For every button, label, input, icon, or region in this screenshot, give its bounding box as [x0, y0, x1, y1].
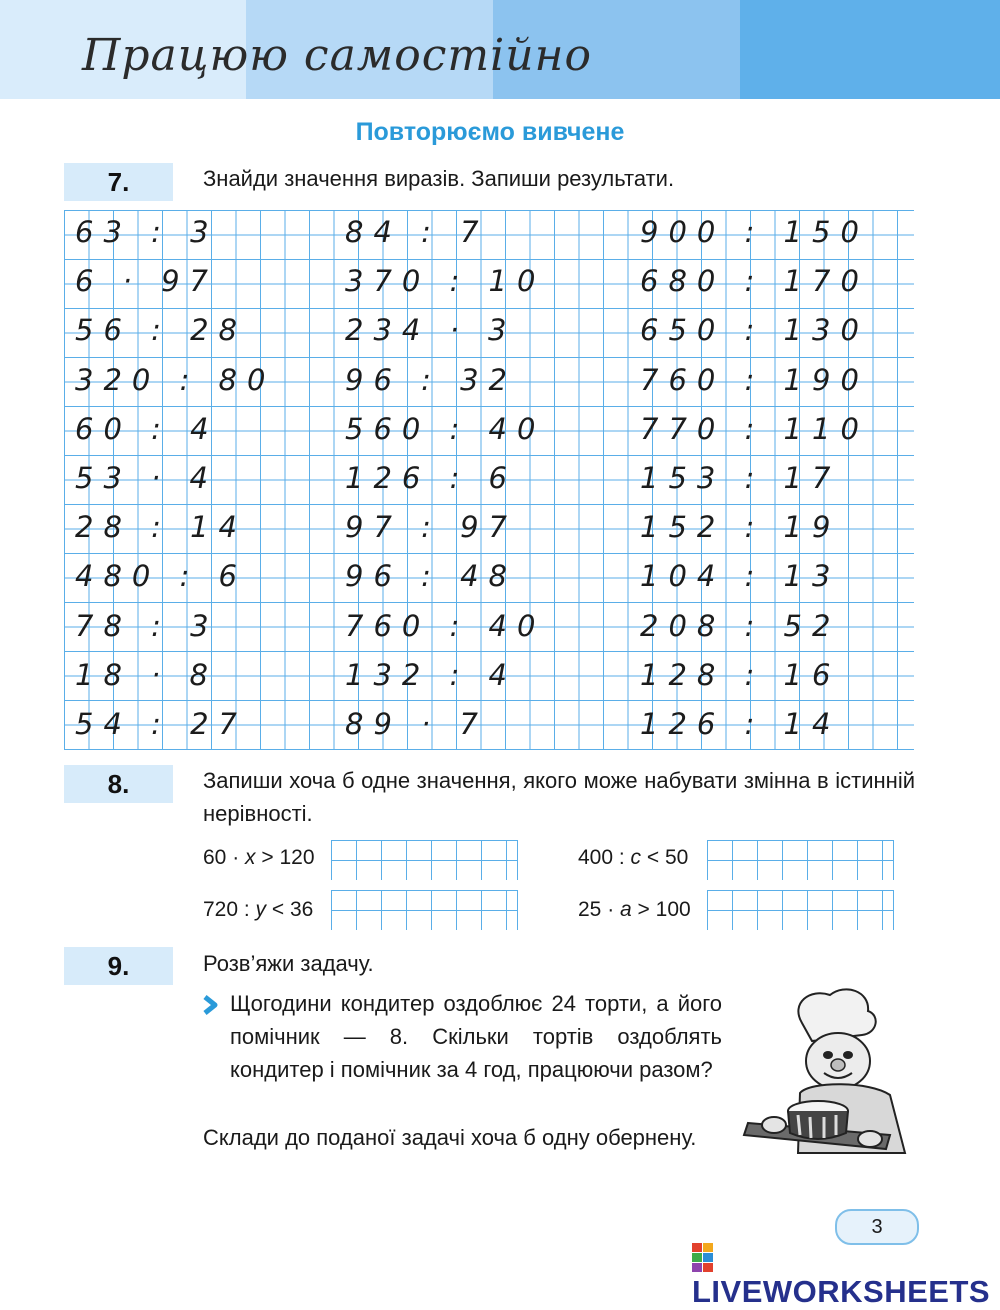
expression-item: 153 : 17 [640, 461, 841, 495]
page-number: 3 [835, 1209, 919, 1245]
answer-cells-2[interactable] [707, 840, 894, 880]
expression-item: 28 : 14 [75, 510, 248, 545]
section-title: Повторюємо вивчене [355, 118, 625, 146]
expression-item: 78 : 3 [75, 608, 219, 643]
task-9-instruction: Розв’яжи задачу. [203, 951, 374, 976]
inequality-4: 25 · a > 100 [578, 898, 691, 921]
expression-item: 96 : 32 [345, 362, 518, 397]
chevron-right-icon [202, 995, 218, 1015]
problem-text: Щогодини кондитер оздоблює 24 торти, а його помічник — 8. Скільки тортів оздоблять кондитер і помічник за 4 год, працюючи разом? [230, 991, 722, 1082]
expression-item: 96 : 48 [345, 559, 518, 594]
expression-item: 104 : 13 [640, 559, 841, 594]
task-8-instruction: Запиши хоча б одне значення, якого може набувати змінна в істинній нерівності. [203, 768, 915, 826]
task-7-number: 7. [64, 163, 173, 201]
expression-item: 54 : 27 [75, 707, 248, 741]
expression-item: 128 : 16 [640, 657, 841, 692]
expression-item: 18 · 8 [75, 657, 219, 692]
expression-item: 97 : 97 [345, 510, 518, 545]
expression-item: 760 : 40 [345, 608, 546, 643]
expression-item: 480 : 6 [75, 559, 248, 594]
header-title: Працюю самостійно [82, 30, 593, 81]
inequality-3: 720 : y < 36 [203, 898, 314, 921]
task-9-number: 9. [64, 947, 173, 985]
expression-item: 900 : 150 [640, 215, 869, 249]
expression-item: 126 : 6 [345, 461, 518, 495]
inequality-1: 60 · x > 120 [203, 846, 315, 869]
expression-item: 89 · 7 [345, 707, 489, 741]
baker-illustration [740, 983, 918, 1165]
expression-item: 320 : 80 [75, 362, 276, 397]
compose-instruction: Склади до поданої задачі хоча б одну обернену. [203, 1125, 697, 1150]
task-7-instruction: Знайди значення виразів. Запиши результати. [203, 166, 675, 191]
expression-item: 760 : 190 [640, 362, 869, 397]
logo-icon [692, 1243, 714, 1273]
answer-cells-3[interactable] [331, 890, 518, 930]
expression-item: 560 : 40 [345, 411, 546, 446]
expression-item: 234 · 3 [345, 313, 517, 348]
expression-item: 56 : 28 [75, 313, 248, 348]
answer-cells-1[interactable] [331, 840, 518, 880]
expression-item: 650 : 130 [640, 313, 869, 348]
answer-cells-4[interactable] [707, 890, 894, 930]
expression-item: 6 · 97 [75, 264, 219, 299]
expression-item: 132 : 4 [345, 657, 518, 692]
expression-item: 208 : 52 [640, 608, 841, 643]
expression-item: 770 : 110 [640, 411, 869, 446]
expression-item: 53 · 4 [75, 461, 219, 495]
expression-item: 126 : 14 [640, 707, 841, 741]
expression-item: 680 : 170 [640, 264, 869, 299]
expression-item: 152 : 19 [640, 510, 841, 545]
inequality-2: 400 : c < 50 [578, 846, 689, 869]
expression-item: 84 : 7 [345, 215, 489, 249]
banner-segment [740, 0, 1000, 99]
liveworksheets-logo: LIVEWORKSHEETS [692, 1238, 1000, 1310]
expression-item: 63 : 3 [75, 215, 219, 249]
task-8-number: 8. [64, 765, 173, 803]
expression-item: 370 : 10 [345, 264, 546, 299]
expression-item: 60 : 4 [75, 411, 219, 446]
